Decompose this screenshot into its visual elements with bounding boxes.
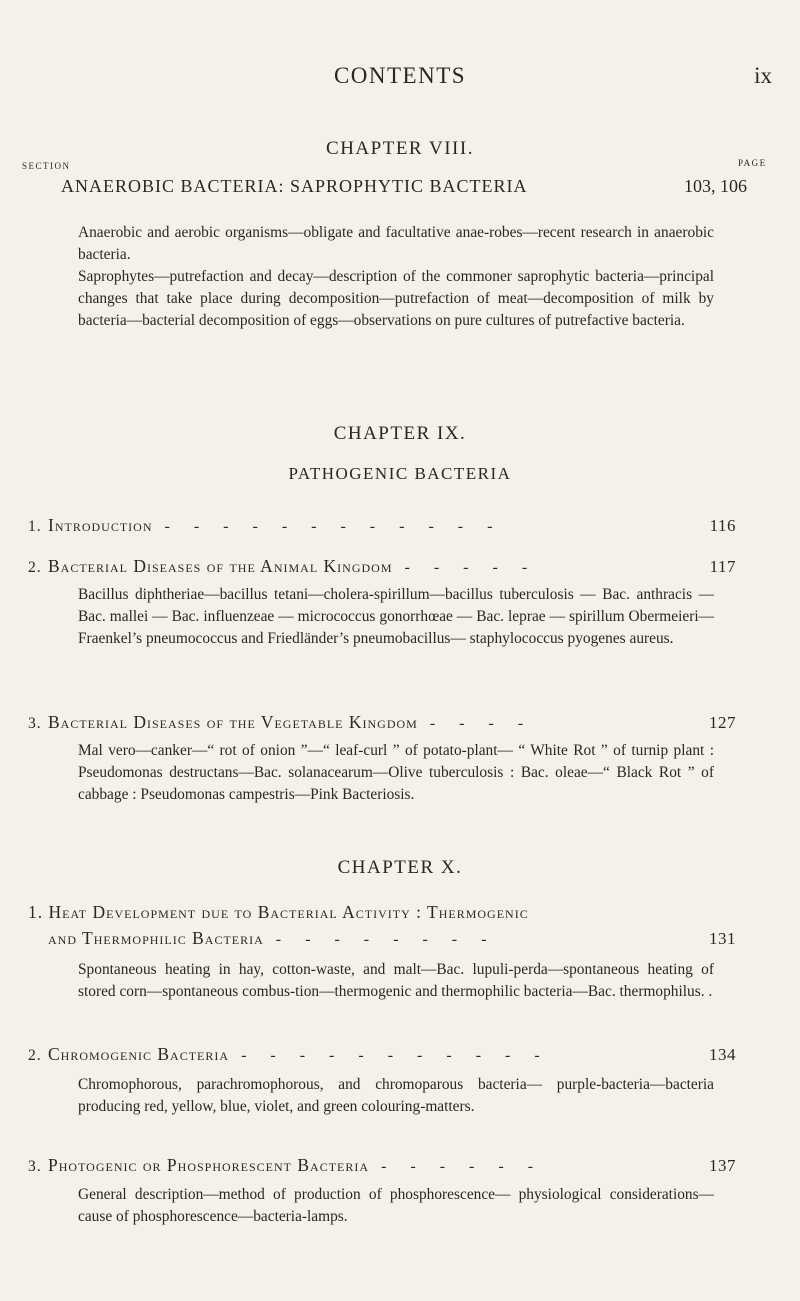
entry-title: Bacterial Diseases of the Vegetable Kingdom — [48, 712, 418, 732]
chapter-viii-heading: CHAPTER VIII. — [326, 138, 474, 159]
toc-entry-heat-line1 — [28, 902, 529, 923]
entry-number: 2. — [28, 1047, 42, 1064]
entry-page: 137 — [709, 1156, 736, 1175]
entry-title: and Thermophilic Bacteria — [48, 928, 264, 948]
entry-title: Bacterial Diseases of the Animal Kingdom — [48, 556, 393, 576]
entry-page: 127 — [709, 713, 736, 732]
entry-number: 3. — [28, 715, 42, 732]
entry-description: Bacillus diphtheriae—bacillus tetani—cholera-spirillum—bacillus tuberculosis — Bac. anthracis — Bac. mallei — Bac. influenzeae — micrococcus gonorrhœae — Bac. leprae — spirillum Obermeieri— Fraenkel’s pneumococcus and Friedländer’s pneumobacillus— staphylococcus pyogenes aureus. — [78, 586, 714, 647]
entry-title: Chromogenic Bacteria — [48, 1044, 230, 1064]
chapter-viii-paragraph: Anaerobic and aerobic organisms—obligate and facultative anae-robes—recent research in anaerobic bacteria. — [78, 224, 714, 263]
entry-number: 3. — [28, 1158, 42, 1175]
entry-description: General description—method of production of phosphorescence— physiological considerations—cause of phosphorescence—bacteria-lamps. — [78, 1186, 714, 1225]
entry-description: Spontaneous heating in hay, cotton-waste, and malt—Bac. lupuli-perda—spontaneous heating of stored corn—spontaneous combus-tion—thermogenic and thermophilic bacteria—Bac. thermophilus. . — [78, 961, 714, 1000]
chapter-viii-title: ANAEROBIC BACTERIA: SAPROPHYTIC BACTERIA — [61, 176, 528, 196]
entry-number: 1. — [28, 518, 42, 535]
toc-entry-introduction — [28, 515, 736, 539]
entry-description: Mal vero—canker—“ rot of onion ”—“ leaf-curl ” of potato-plant— “ White Rot ” of turnip plant : Pseudomonas destructans—Bac. solanacearum—Olive tuberculosis : Bac. oleae—“ Black Rot ” of cabbage : Pseudomonas campestris—Pink Bacteriosis. — [78, 742, 714, 803]
entry-page: 131 — [709, 929, 736, 948]
chapter-ix-heading: CHAPTER IX. — [333, 423, 467, 444]
page-number: ix — [754, 63, 772, 88]
toc-entry-photogenic — [28, 1155, 736, 1179]
toc-entry-animal-diseases — [28, 556, 736, 580]
toc-entry-chromogenic — [28, 1044, 736, 1068]
entry-page: 134 — [709, 1045, 736, 1064]
section-column-label: SECTION — [22, 161, 71, 171]
entry-description: Chromophorous, parachromophorous, and chromoparous bacteria— purple-bacteria—bacteria producing red, yellow, blue, violet, and green colouring-matters. — [78, 1076, 714, 1115]
chapter-x-heading: CHAPTER X. — [337, 857, 463, 878]
chapter-ix-subheading: PATHOGENIC BACTERIA — [288, 464, 512, 483]
entry-title: Introduction — [48, 515, 153, 535]
leader-dots: - - - - - - - - - - - - — [164, 518, 503, 535]
running-title: CONTENTS — [333, 63, 467, 88]
chapter-viii-pages: 103, 106 — [684, 176, 747, 196]
entry-number: 2. — [28, 559, 42, 576]
chapter-viii-paragraph: Saprophytes—putrefaction and decay—description of the commoner saprophytic bacteria—principal changes that take place during decomposition—putrefaction of meat—decomposition of milk by bacteria—bacterial decomposition of eggs—observations on pure cultures of putrefactive bacteria. — [78, 268, 714, 329]
entry-title: Photogenic or Phosphorescent Bacteria — [48, 1155, 370, 1175]
leader-dots: - - - - - — [404, 559, 538, 576]
toc-entry-heat-line2 — [48, 928, 736, 952]
leader-dots: - - - - — [429, 715, 534, 732]
entry-number: 1. — [28, 902, 44, 922]
entry-page: 116 — [709, 516, 736, 535]
entry-page: 117 — [709, 557, 736, 576]
entry-title: Heat Development due to Bacterial Activity : Thermogenic — [48, 902, 529, 922]
leader-dots: - - - - - - - - — [275, 931, 497, 948]
page-column-label: PAGE — [738, 158, 767, 168]
leader-dots: - - - - - - — [381, 1158, 544, 1175]
leader-dots: - - - - - - - - - - - — [241, 1047, 550, 1064]
toc-entry-vegetable-diseases — [28, 712, 736, 736]
